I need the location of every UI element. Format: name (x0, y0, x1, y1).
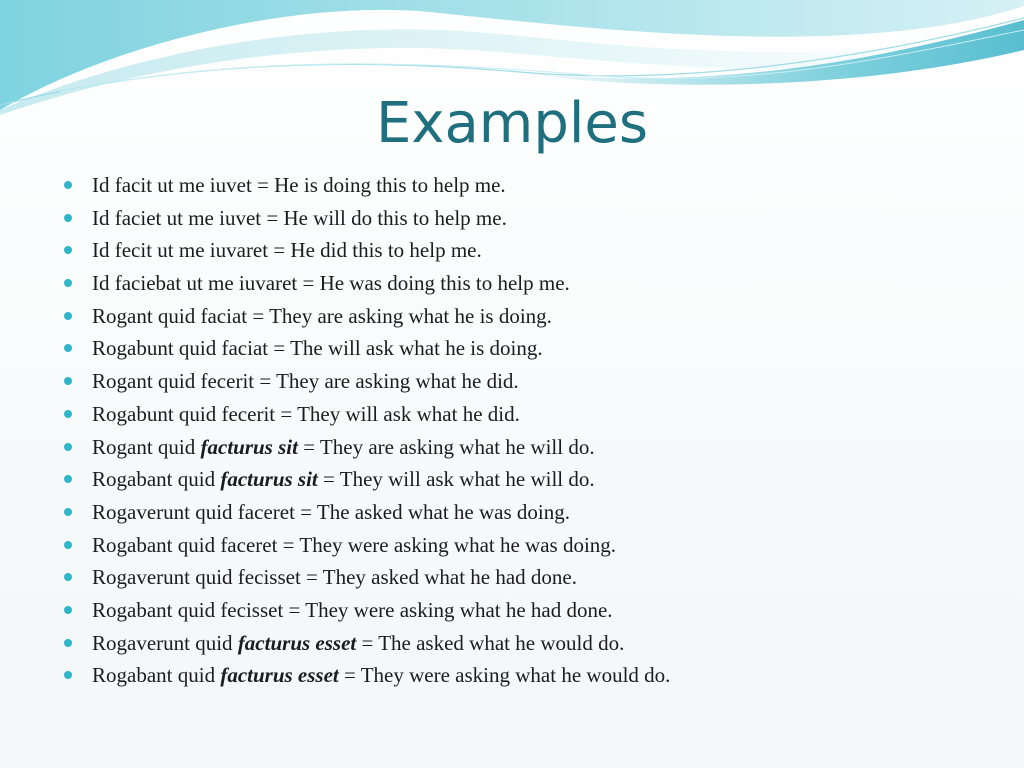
bullet-item (64, 365, 984, 398)
bullet-item (64, 398, 984, 431)
bullet-text: Rogabant quid (92, 663, 221, 688)
bullet-text: Rogant quid faciat = They are asking what he is doing. (92, 303, 552, 328)
bullet-text: = They will ask what he will do. (317, 467, 595, 492)
bullet-text: Rogabunt quid fecerit = They will ask what he did. (92, 401, 520, 426)
bullet-dot-icon (64, 606, 72, 614)
bullet-text: Rogabunt quid faciat = The will ask what he is doing. (92, 336, 543, 361)
bullet-list (64, 169, 984, 692)
bullet-text: Rogabant quid faceret = They were asking what he was doing. (92, 532, 617, 557)
bullet-dot-icon (64, 443, 72, 451)
bullet-text: Rogabant quid (92, 467, 221, 492)
bullet-dot-icon (64, 508, 72, 516)
bullet-dot-icon (64, 312, 72, 320)
latin-phrase-emphasis: facturus esset (220, 663, 339, 688)
bullet-item (64, 431, 984, 464)
bullet-dot-icon (64, 410, 72, 418)
bullet-item (64, 496, 984, 529)
bullet-item (64, 463, 984, 496)
bullet-text: = The asked what he would do. (356, 630, 625, 655)
bullet-item (64, 659, 984, 692)
bullet-dot-icon (64, 475, 72, 483)
bullet-dot-icon (64, 246, 72, 254)
bullet-text: Id faciebat ut me iuvaret = He was doing this to help me. (92, 271, 570, 296)
bullet-item (64, 234, 984, 267)
bullet-item (64, 300, 984, 333)
latin-phrase-emphasis: facturus sit (220, 467, 318, 492)
bullet-text: = They were asking what he would do. (338, 663, 671, 688)
bullet-text: Rogaverunt quid faceret = The asked what he was doing. (92, 499, 570, 524)
latin-phrase-emphasis: facturus esset (237, 630, 357, 655)
bullet-item (64, 169, 984, 202)
bullet-text: Id fecit ut me iuvaret = He did this to help me. (92, 238, 482, 263)
bullet-text: Rogant quid (92, 434, 201, 459)
bullet-item (64, 332, 984, 365)
bullet-dot-icon (64, 573, 72, 581)
bullet-text: Id faciet ut me iuvet = He will do this to help me. (92, 205, 507, 230)
bullet-dot-icon (64, 214, 72, 222)
bullet-item (64, 267, 984, 300)
bullet-text: Rogaverunt quid fecisset = They asked what he had done. (92, 565, 577, 590)
bullet-text: Rogabant quid fecisset = They were asking what he had done. (92, 597, 613, 622)
bullet-text: = They are asking what he will do. (297, 434, 595, 459)
bullet-item (64, 202, 984, 235)
bullet-dot-icon (64, 279, 72, 287)
bullet-item (64, 529, 984, 562)
slide-title: Examples (375, 91, 649, 156)
bullet-dot-icon (64, 541, 72, 549)
bullet-dot-icon (64, 671, 72, 679)
bullet-item (64, 561, 984, 594)
bullet-dot-icon (64, 377, 72, 385)
latin-phrase-emphasis: facturus sit (200, 434, 298, 459)
bullet-text: Rogaverunt quid (92, 630, 238, 655)
bullet-text: Rogant quid fecerit = They are asking what he did. (92, 369, 519, 394)
bullet-item (64, 594, 984, 627)
bullet-dot-icon (64, 181, 72, 189)
bullet-item (64, 627, 984, 660)
bullet-text: Id facit ut me iuvet = He is doing this to help me. (92, 173, 506, 197)
bullet-dot-icon (64, 639, 72, 647)
bullet-dot-icon (64, 344, 72, 352)
